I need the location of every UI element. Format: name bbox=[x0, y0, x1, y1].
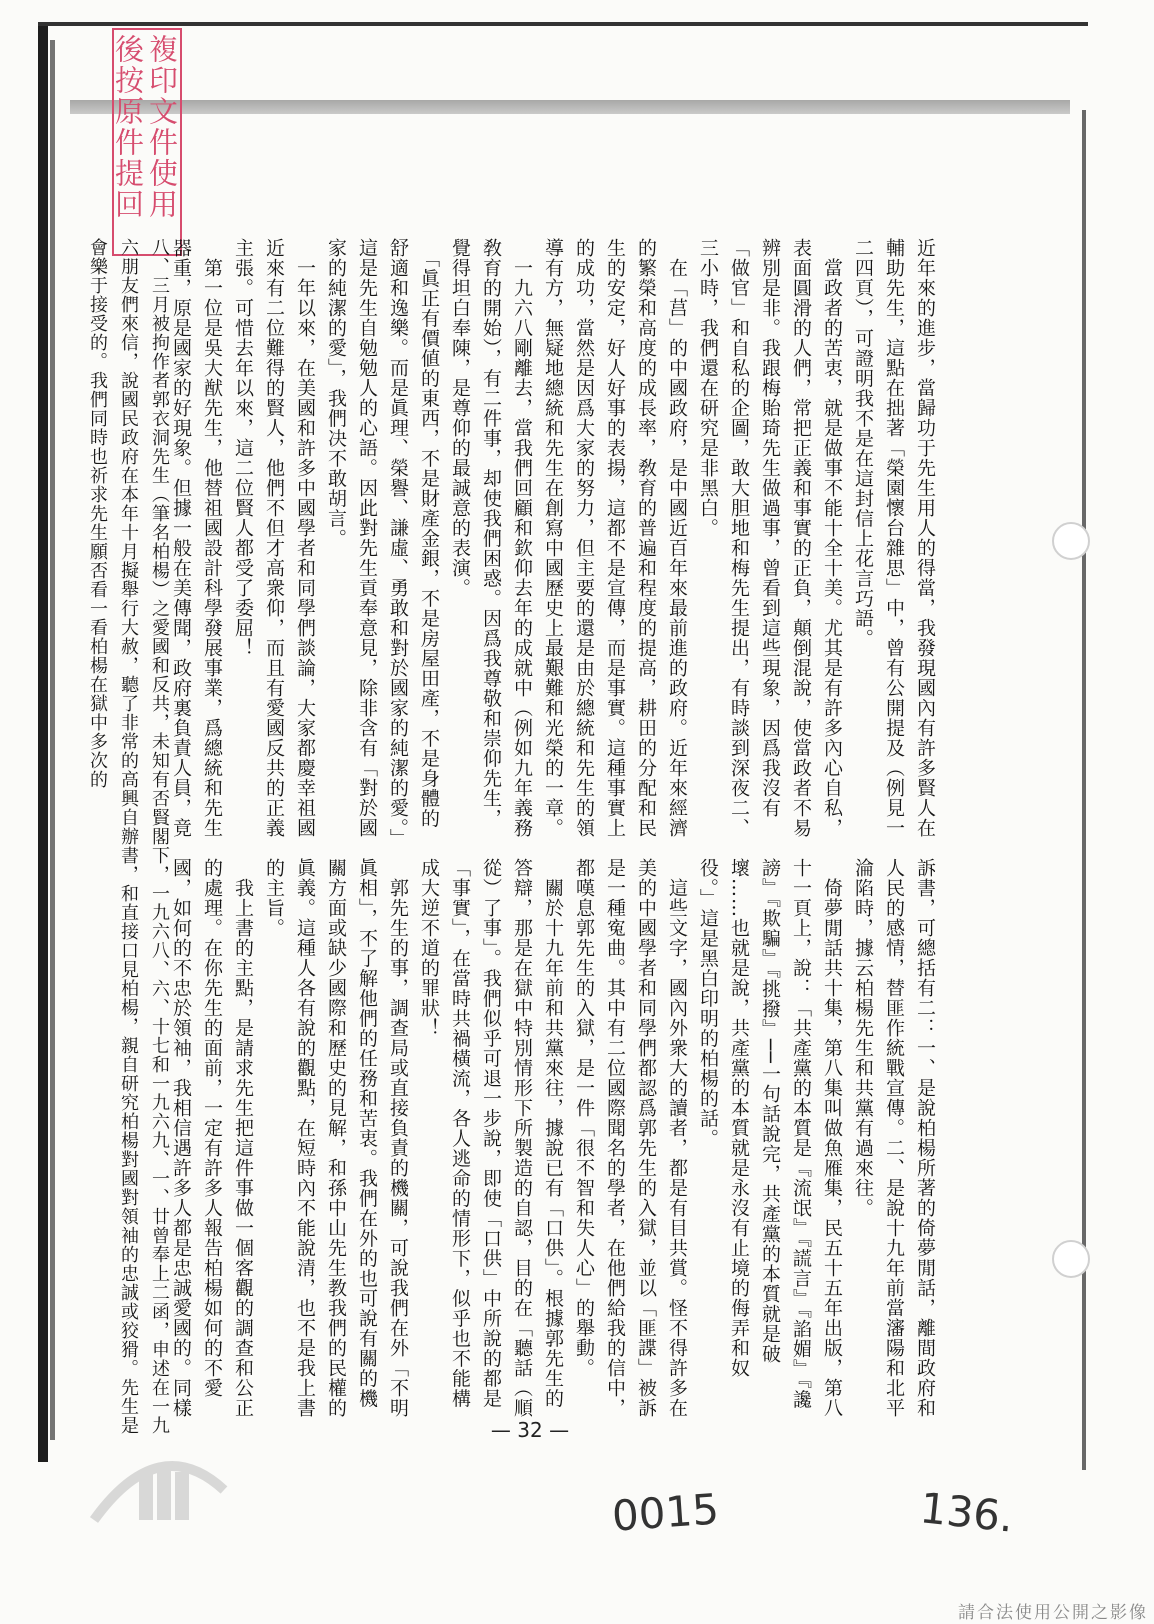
scan-edge-left bbox=[38, 22, 48, 1462]
letter-body-margin-overlap: 八、三月被拘作者郭衣洞先生（筆名柏楊）之愛國和反共，未知有否賢閣下，一九六八、六、十七和一九六九、一、廿曾奉上二函，申述在一九六朋友們來信，說國民政府在本年十月擬舉行大赦，聽了非常的高興自辦書，和直接口見柏楊，親自研究柏楊對國對領袖的忠誠或狡猾。先生是會樂于接受的。我們同時也祈求先生願否看一看柏楊在獄中多次的 bbox=[87, 238, 170, 1435]
stamp-text-left: 後按原件提回 bbox=[111, 34, 145, 220]
scan-shadow-top bbox=[70, 100, 1070, 114]
copy-use-stamp bbox=[112, 28, 182, 256]
letter-body-lower: 訴書，可總括有二：一、是說柏楊所著的倚夢閒話，離間政府和人民的感情，替匪作統戰宣傳。二、是說十九年前當瀋陽和北平淪陷時，據云柏楊先生和共黨有過來往。 倚夢閒話共十集，第八集叫做魚雁集，民五十五年出版，第八十一頁上，說：「共產黨的本質是『流氓』『謊言』『諂媚』『讒謗』『欺騙』『挑撥』──一句話說完，共產黨的本質就是破壞……也就是說，共產黨的本質就是永沒有止境的侮弄和奴役。」這是黑白印明的柏楊的話。 這些文字，國內外衆大的讀者，都是有目共賞。怪不得許多在美的中國學者和同學們都認爲郭先生的入獄，並以「匪諜」被訴是一種寃曲。其中有二位國際聞名的學者，在他們給我的信中，都嘆息郭先生的入獄，是一件「很不智和失人心」的舉動。 關於十九年前和共黨來往，據說已有「口供」。根據郭先生的答辯，那是在獄中特別情形下所製造的自認，目的在「聽話（順從）了事」。我們似乎可退一步說，即使「口供」中所說的都是「事實」，在當時共禍橫流，各人逃命的情形下，似乎也不能構成大逆不道的罪狀！ 郭先生的事，調查局或直接負責的機關，可說我們在外「不明眞相」，不了解他們的任務和苦衷。我們在外的也可說有關的機關方面或缺少國際和歷史的見解，和孫中山先生教我們的民權的眞義。這種人各有說的觀點，在短時內不能說清，也不是我上書的主旨。 我上書的主點，是請求先生把這件事做一個客觀的調查和公正的處理。在你先生的面前，一定有許多人報告柏楊如何的不愛國，如何的不忠於領袖，我相信遇許多人都是忠誠愛國的。同樣 bbox=[170, 858, 936, 1418]
usage-notice: 請合法使用公開之影像 bbox=[958, 1603, 1148, 1623]
stamp-text-right: 複印文件使用 bbox=[145, 34, 179, 220]
handwritten-page-mark: 136. bbox=[917, 1483, 1016, 1542]
scan-edge-top bbox=[38, 22, 1088, 26]
letter-body-upper: 近年來的進步，當歸功于先生用人的得當，我發現國內有許多賢人在輔助先生，這點在拙著「榮園懷台雜思」中，曾有公開提及（例見一二四頁），可證明我不是在這封信上花言巧語。 當政者的苦衷，就是做事不能十全十美。尤其是有許多內心自私，表面圓滑的人們，常把正義和事實的正負，顛倒混說，使當政者不易辨別是非。我跟梅貽琦先生做過事，曾看到這些現象，因爲我沒有「做官」和自私的企圖，敢大胆地和梅先生提出，有時談到深夜二、三小時，我們還在研究是非黑白。 在「莒」的中國政府，是中國近百年來最前進的政府。近年來經濟的繁榮和高度的成長率，敎育的普遍和程度的提高，耕田的分配和民生的安定，好人好事的表揚，這都不是宣傳，而是事實。這種事實上的成功，當然是因爲大家的努力，但主要的還是由於總統和先生的領導有方，無疑地總統和先生在創寫中國歷史上最艱難和光榮的一章。 一九六八剛離去，當我們回顧和欽仰去年的成就中（例如九年義務敎育的開始），有二件事，却使我們困惑。因爲我尊敬和崇仰先生，覺得坦白奉陳，是尊仰的最誠意的表演。 「眞正有價値的東西，不是財產金銀，不是房屋田產，不是身體的舒適和逸樂。而是眞理、榮譽、謙虛、勇敢和對於國家的純潔的愛。」這是先生自勉勉人的心語。因此對先生貢奉意見，除非含有「對於國家的純潔的愛」，我們决不敢胡言。 一年以來，在美國和許多中國學者和同學們談論，大家都慶幸祖國近來有二位難得的賢人，他們不但才高衆仰，而且有愛國反共的正義主張。可惜去年以來，這二位賢人都受了委屈！ 第一位是吳大猷先生，他替祖國設計科學發展事業，爲總統和先生器重，原是國家的好現象。但據一般在美傳聞，政府裏負責人員，竟 bbox=[170, 238, 936, 839]
page-number: — 32 — bbox=[490, 1418, 570, 1442]
handwritten-folio-number: 0015 bbox=[610, 1484, 721, 1541]
punch-hole-upper bbox=[1052, 522, 1090, 560]
punch-hole-lower bbox=[1052, 1240, 1090, 1278]
archive-watermark-logo bbox=[84, 1440, 234, 1530]
